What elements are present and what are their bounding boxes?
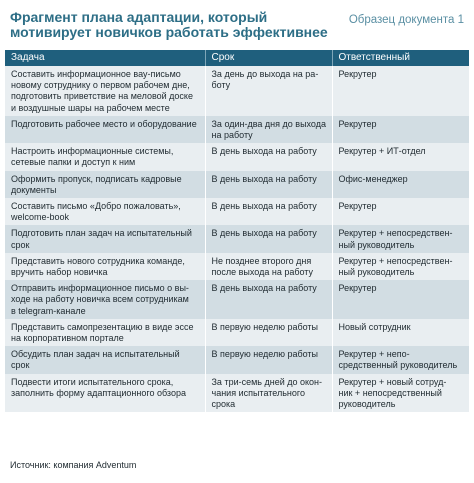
- table-row: [5, 225, 469, 252]
- cell-line: За три-семь дней до окон-: [211, 376, 323, 387]
- owner-cell: [332, 225, 469, 252]
- cell-line: документы: [11, 184, 57, 195]
- table-row: [5, 116, 469, 143]
- cell-line: боту: [211, 80, 231, 91]
- deadline-cell: [205, 116, 332, 143]
- owner-cell: [332, 319, 469, 346]
- owner-cell: [332, 280, 469, 319]
- cell-line: В день выхода на работу: [211, 201, 317, 212]
- cell-line: Подвести итоги испытательного срока,: [11, 376, 174, 387]
- cell-line: welcome-book: [11, 212, 70, 223]
- cell-line: срок: [11, 239, 30, 250]
- cell-line: ный руководитель: [338, 239, 415, 250]
- cell-line: Представить самопрезентацию в виде эссе: [11, 321, 194, 332]
- table-row: [5, 198, 469, 225]
- cell-line: Рекрутер: [338, 118, 377, 129]
- cell-line: В день выхода на работу: [211, 228, 317, 239]
- owner-cell: [332, 143, 469, 170]
- owner-cell: [332, 116, 469, 143]
- cell-line: на корпоративном портале: [11, 333, 124, 344]
- cell-line: срок: [11, 360, 30, 371]
- task-cell: [5, 143, 205, 170]
- task-cell: [5, 280, 205, 319]
- owner-cell: [332, 198, 469, 225]
- owner-cell: [332, 346, 469, 373]
- cell-line: вручить набор новичка: [11, 267, 108, 278]
- sample-label: Образец документа 1: [348, 14, 464, 26]
- cell-line: новому сотруднику о первом рабочем дне,: [11, 80, 190, 91]
- table-row: [5, 280, 469, 319]
- task-cell: [5, 374, 205, 413]
- task-cell: [5, 116, 205, 143]
- cell-line: срока: [211, 399, 236, 410]
- table-row: [5, 171, 469, 198]
- cell-line: За один-два дня до выхода: [211, 118, 326, 129]
- cell-line: средственный руководитель: [338, 360, 458, 371]
- column-header-deadline: Срок: [205, 50, 332, 66]
- cell-line: в telegram-канале: [11, 305, 86, 316]
- deadline-cell: [205, 253, 332, 280]
- owner-cell: [332, 171, 469, 198]
- table-row: [5, 346, 469, 373]
- cell-line: чания испытательного: [211, 387, 305, 398]
- cell-line: и воздушные шары на рабочем месте: [11, 102, 170, 113]
- cell-line: руководитель: [338, 399, 396, 410]
- cell-line: В день выхода на работу: [211, 146, 317, 157]
- cell-line: Оформить пропуск, подписать кадровые: [11, 173, 182, 184]
- cell-line: Рекрутер: [338, 201, 377, 212]
- cell-line: заполнить форму адаптационного обзора: [11, 387, 186, 398]
- table-row: [5, 374, 469, 413]
- owner-cell: [332, 253, 469, 280]
- table-row: [5, 143, 469, 170]
- cell-line: Обсудить план задач на испытательный: [11, 349, 180, 360]
- cell-line: ник + непосредственный: [338, 387, 442, 398]
- deadline-cell: [205, 225, 332, 252]
- table-row: [5, 319, 469, 346]
- cell-line: Рекрутер + непо-: [338, 349, 410, 360]
- cell-line: В день выхода на работу: [211, 283, 317, 294]
- cell-line: В день выхода на работу: [211, 173, 317, 184]
- cell-line: Составить информационное вау-письмо: [11, 69, 181, 79]
- owner-cell: [332, 66, 469, 116]
- cell-line: Представить нового сотрудника команде,: [11, 255, 185, 266]
- column-header-owner: Ответственный: [332, 50, 469, 66]
- task-cell: [5, 225, 205, 252]
- table-row: [5, 66, 469, 116]
- cell-line: Не позднее второго дня: [211, 255, 312, 266]
- cell-line: Рекрутер + новый сотруд-: [338, 376, 447, 387]
- cell-line: Рекрутер + ИТ-отдел: [338, 146, 426, 157]
- cell-line: В первую неделю работы: [211, 321, 319, 332]
- cell-line: на работу: [211, 130, 253, 141]
- cell-line: ный руководитель: [338, 267, 415, 278]
- deadline-cell: [205, 198, 332, 225]
- cell-line: За день до выхода на ра-: [211, 69, 319, 79]
- cell-line: Новый сотрудник: [338, 321, 411, 332]
- cell-line: Подготовить план задач на испытательный: [11, 228, 192, 239]
- task-cell: [5, 198, 205, 225]
- table-body: [5, 66, 469, 412]
- cell-line: Настроить информационные системы,: [11, 146, 174, 157]
- deadline-cell: [205, 346, 332, 373]
- deadline-cell: [205, 143, 332, 170]
- deadline-cell: [205, 374, 332, 413]
- cell-line: Офис-менеджер: [338, 173, 408, 184]
- deadline-cell: [205, 66, 332, 116]
- cell-line: В первую неделю работы: [211, 349, 319, 360]
- column-header-task: Задача: [5, 50, 205, 66]
- adaptation-plan-table: [5, 50, 469, 412]
- cell-line: Рекрутер: [338, 283, 377, 294]
- task-cell: [5, 319, 205, 346]
- owner-cell: [332, 374, 469, 413]
- source-note: Источник: компания Adventum: [10, 460, 137, 470]
- cell-line: Подготовить рабочее место и оборудование: [11, 118, 197, 129]
- task-cell: [5, 253, 205, 280]
- cell-line: Рекрутер + непосредствен-: [338, 228, 453, 239]
- cell-line: Рекрутер: [338, 69, 377, 79]
- table-header-row: [5, 50, 469, 66]
- task-cell: [5, 66, 205, 116]
- document-title: Фрагмент плана адаптации, который мотивирует новичков работать эффективнее: [10, 9, 328, 40]
- cell-line: сетевые папки и доступ к ним: [11, 157, 136, 168]
- cell-line: Составить письмо «Добро пожаловать»,: [11, 201, 181, 212]
- cell-line: подготовить приветствие на меловой доске: [11, 91, 193, 102]
- task-cell: [5, 346, 205, 373]
- cell-line: Отправить информационное письмо о вы-: [11, 283, 189, 294]
- deadline-cell: [205, 171, 332, 198]
- table-row: [5, 253, 469, 280]
- deadline-cell: [205, 280, 332, 319]
- cell-line: Рекрутер + непосредствен-: [338, 255, 453, 266]
- cell-line: после выхода на работу: [211, 267, 314, 278]
- task-cell: [5, 171, 205, 198]
- deadline-cell: [205, 319, 332, 346]
- cell-line: ходе на работу новичка всем сотрудникам: [11, 294, 189, 305]
